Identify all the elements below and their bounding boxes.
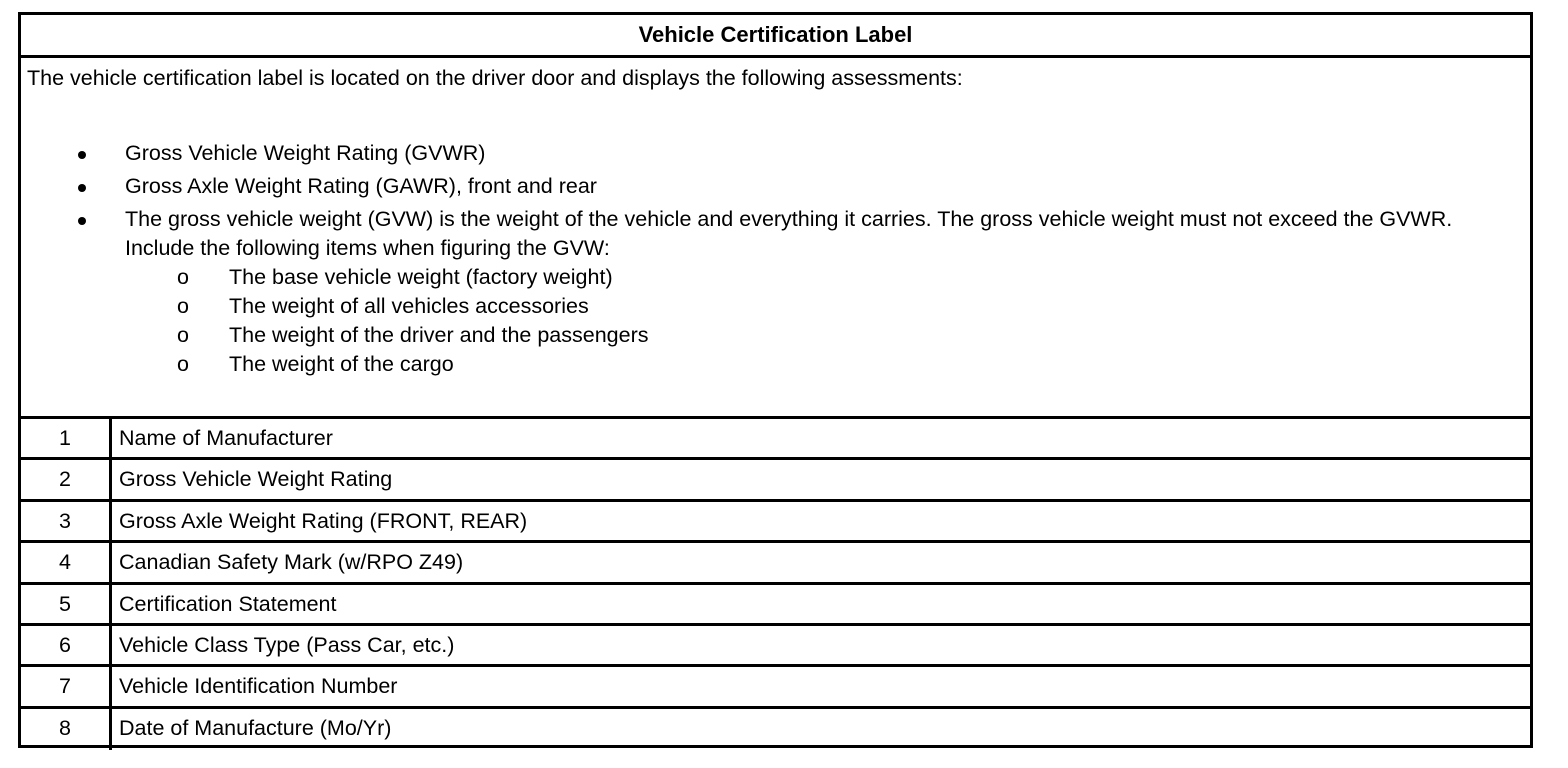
- sub-item-text: The weight of all vehicles accessories: [229, 294, 589, 318]
- list-item: [21, 205, 1521, 379]
- description-section: [21, 58, 1530, 419]
- list-item: [21, 172, 1521, 201]
- table-row: [21, 585, 1530, 626]
- label-items-table: [21, 419, 1530, 750]
- row-number: 5: [21, 585, 112, 623]
- bullet-text: Gross Vehicle Weight Rating (GVWR): [125, 141, 486, 165]
- row-number: 6: [21, 626, 112, 664]
- table-row: [21, 667, 1530, 708]
- row-description: Vehicle Identification Number: [119, 674, 398, 699]
- circle-marker-icon: o: [177, 265, 189, 289]
- bullet-icon: [78, 217, 86, 225]
- table-row: [21, 626, 1530, 667]
- table-row: [21, 543, 1530, 584]
- bullet-text: Gross Axle Weight Rating (GAWR), front and rear: [125, 174, 597, 198]
- sub-item-text: The weight of the driver and the passengers: [229, 323, 649, 347]
- row-number: 4: [21, 543, 112, 581]
- table-title: Vehicle Certification Label: [21, 15, 1530, 58]
- sub-list-item: [125, 350, 1521, 379]
- row-description: Canadian Safety Mark (w/RPO Z49): [119, 550, 464, 575]
- row-description: Gross Axle Weight Rating (FRONT, REAR): [119, 508, 528, 533]
- table-row: [21, 709, 1530, 750]
- bullet-icon: [78, 184, 86, 192]
- sub-item-text: The base vehicle weight (factory weight): [229, 265, 613, 289]
- row-number: 8: [21, 709, 112, 750]
- assessment-list: [21, 139, 1521, 383]
- sub-item-text: The weight of the cargo: [229, 352, 454, 376]
- circle-marker-icon: o: [177, 323, 189, 347]
- sub-list-item: [125, 321, 1521, 350]
- bullet-icon: [78, 151, 86, 159]
- row-description: Vehicle Class Type (Pass Car, etc.): [119, 632, 455, 657]
- table-row: [21, 502, 1530, 543]
- row-description: Date of Manufacture (Mo/Yr): [119, 715, 392, 740]
- row-description: Name of Manufacturer: [119, 426, 333, 450]
- gvw-items-list: [125, 263, 1521, 379]
- circle-marker-icon: o: [177, 294, 189, 318]
- bullet-text: The gross vehicle weight (GVW) is the weight of the vehicle and everything it carries. The gross vehicle weight must not exceed the GVWR. Include the following items when figuring the GVW:: [125, 207, 1453, 260]
- row-number: 3: [21, 502, 112, 540]
- table-row: [21, 419, 1530, 460]
- row-number: 7: [21, 667, 112, 705]
- certification-label-table: [18, 12, 1533, 748]
- table-row: [21, 460, 1530, 501]
- sub-list-item: [125, 292, 1521, 321]
- row-number: 2: [21, 460, 112, 498]
- sub-list-item: [125, 263, 1521, 292]
- circle-marker-icon: o: [177, 352, 189, 376]
- row-number: 1: [21, 419, 112, 457]
- row-description: Gross Vehicle Weight Rating: [119, 467, 393, 492]
- intro-text: The vehicle certification label is located on the driver door and displays the following assessments:: [27, 66, 963, 90]
- row-description: Certification Statement: [119, 591, 337, 616]
- list-item: [21, 139, 1521, 168]
